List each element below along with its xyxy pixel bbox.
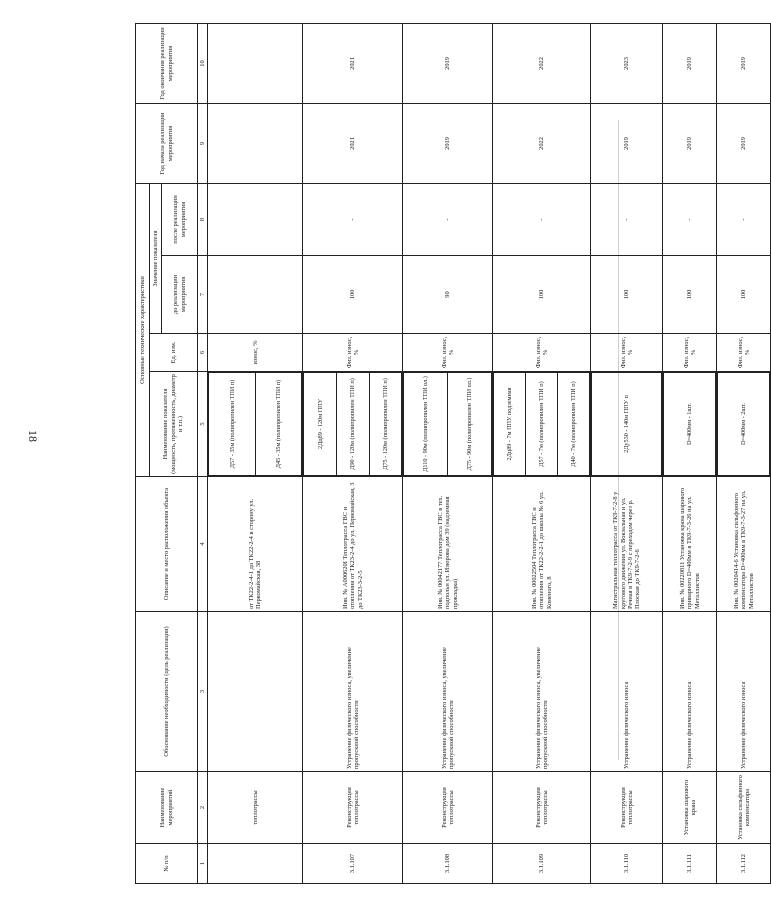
table-row (303, 23, 403, 883)
param-item: Д75 - 120м (полипропилен ТПИ п) (369, 373, 402, 476)
col-number: 3 (198, 612, 208, 772)
cell-start: 2022 (493, 103, 591, 183)
param-item: Д75 - 90м (полипропилен ТПИ ол.) (448, 373, 492, 476)
col-number: 9 (198, 103, 208, 183)
cell-num: 3.1.108 (403, 844, 493, 884)
params-list (303, 372, 402, 476)
col-number: 6 (198, 334, 208, 372)
cell-num (208, 844, 303, 884)
cell-params (303, 372, 403, 477)
header-end-year: Год окончания реализации мероприятия (136, 23, 198, 103)
cell-reason: Устранение физического износа (591, 612, 663, 772)
cell-end: 2019 (403, 23, 493, 103)
params-list (208, 372, 302, 476)
cell-unit: Физ. износ, % (493, 334, 591, 372)
rotated-table-container (135, 24, 755, 884)
col-number: 7 (198, 256, 208, 334)
cell-num: 3.1.111 (663, 844, 717, 884)
params-list (403, 372, 492, 476)
params-list (591, 372, 662, 476)
cell-reason: Устранение физического износа (663, 612, 717, 772)
cell-unit: Физ. износ, % (717, 334, 771, 372)
cell-before: 100 (493, 256, 591, 334)
cell-after: - (403, 183, 493, 255)
cell-after: - (493, 183, 591, 255)
params-list (493, 372, 590, 476)
col-number: 10 (198, 23, 208, 103)
cell-name: Реконструкция теплотрассы (303, 772, 403, 844)
cell-params (208, 372, 303, 477)
cell-before: 100 (717, 256, 771, 334)
cell-start (208, 103, 303, 183)
cell-end: 2023 (591, 23, 663, 103)
cell-name: теплотрассы (208, 772, 303, 844)
table-row (493, 23, 591, 883)
table-body (208, 23, 771, 883)
cell-end: 2019 (717, 23, 771, 103)
table-row (208, 23, 303, 883)
cell-params (591, 372, 663, 477)
param-item: Д40 - 7м (полипропилен ТПИ п) (558, 373, 590, 476)
param-item: 2Ду530 - 140м ППУ п (592, 373, 662, 476)
param-item: Д110 - 90м (полипропилен ТПИ ол.) (404, 373, 448, 476)
header-parameter: Наименование показателя (мощность, протяженность, диаметр и т.п.) (150, 372, 198, 477)
table-row (663, 23, 717, 883)
cell-before: 100 (303, 256, 403, 334)
param-item: D=400мм - 2шт. (718, 373, 770, 476)
header-unit: Ед. изм. (150, 334, 198, 372)
cell-reason: Устранение физического износа (717, 612, 771, 772)
cell-name: Установка шарового крана (663, 772, 717, 844)
cell-num: 3.1.107 (303, 844, 403, 884)
cell-end: 2019 (663, 23, 717, 103)
table-row (717, 23, 771, 883)
col-number: 5 (198, 372, 208, 477)
col-number: 8 (198, 183, 208, 255)
measures-table (135, 23, 771, 884)
header-reason: Обоснование необходимости (цель реализации) (136, 612, 198, 772)
cell-location: Инв. № 00022504 Теплотрасса ГВС и отопления от ТК22-2-2-1 до школы № 6 ул. Коменого, 8 (493, 477, 591, 612)
cell-num: 3.1.112 (717, 844, 771, 884)
cell-name: Реконструкция теплотрассы (493, 772, 591, 844)
param-item: 2Дц89 - 7м ППУ подземная (494, 373, 526, 476)
cell-location: Магистральная теплотрасса от ТК9-7-2-8 у кругового движения ул. Вокзальная и ул. Речная в ТК9-7-2-9 с переходом через р. Плоская до ТК9-7-2-6 (591, 477, 663, 612)
param-item: D=400мм - 1шт. (664, 373, 716, 476)
cell-after (208, 183, 303, 255)
header-before: до реализации мероприятия (162, 256, 198, 334)
header-location: Описание и место расположения объекта (136, 477, 198, 612)
header-tech-group: Основные технические характеристики (136, 183, 150, 476)
cell-name: Реконструкция теплотрассы (591, 772, 663, 844)
table-row (591, 23, 663, 883)
cell-reason: Устранение физического износа, увеличение пропускной способности (493, 612, 591, 772)
cell-unit: Физ. износ, % (403, 334, 493, 372)
cell-before: 90 (403, 256, 493, 334)
cell-location: Инв. № А000620I Теплотрасса ГВС и отопления от ТК23-2-4 до ул. Первомайская, 3 до ТК23-3-2-5 (303, 477, 403, 612)
header-name: Наименование мероприятий (136, 772, 198, 844)
cell-unit: Физ. износ, % (663, 334, 717, 372)
params-list (663, 372, 716, 476)
cell-reason (208, 612, 303, 772)
header-after: после реализации мероприятия (162, 183, 198, 255)
cell-unit: Физ. износ, % (303, 334, 403, 372)
cell-params (717, 372, 771, 477)
col-number: 4 (198, 477, 208, 612)
cell-params (493, 372, 591, 477)
cell-after: - (663, 183, 717, 255)
params-list (717, 372, 770, 476)
cell-after: - (717, 183, 771, 255)
cell-before: 100 (591, 256, 663, 334)
table-row (403, 23, 493, 883)
param-item: Д45 - 35м (полипропилен ТПИ п) (255, 373, 302, 476)
cell-start: 2019 (403, 103, 493, 183)
cell-reason: Устранение физического износа, увеличение пропускной способности (303, 612, 403, 772)
cell-unit: Физ. износ, % (591, 334, 663, 372)
col-number: 1 (198, 844, 208, 884)
cell-num: 3.1.110 (591, 844, 663, 884)
param-item: Д57 - 7м (полипропилен ТПИ п) (526, 373, 558, 476)
cell-after: - (303, 183, 403, 255)
cell-name: Установка сильфонного компенсатора (717, 772, 771, 844)
param-item: 2Дц89 - 120м ППУ (304, 373, 337, 476)
cell-location: Инв. № 0020414-6 Установка сильфонного компенсатора D=400мм в ТК9-7-3-27 на ул. Металлистов (717, 477, 771, 612)
cell-location: Инв. № 00042177 Теплотрасса ГВС в тех. подпольн ул. Изюрова дом 39 (надземная прокладка) (403, 477, 493, 612)
cell-end: 2022 (493, 23, 591, 103)
param-item: Д90 - 120м (полипропилен ТПИ п) (337, 373, 370, 476)
cell-num: 3.1.109 (493, 844, 591, 884)
cell-unit: износ, % (208, 334, 303, 372)
param-item: Д57 - 35м (полипропилен ТПИ п) (209, 373, 256, 476)
header-start-year: Год начала реализации мероприятия (136, 103, 198, 183)
cell-location: от ТК22-2-4-1 до ТК22-2-4 в сторону ул. Первомайская, 38 (208, 477, 303, 612)
cell-start: 2021 (303, 103, 403, 183)
cell-before (208, 256, 303, 334)
cell-params (663, 372, 717, 477)
cell-name: Реконструкция теплотрассы (403, 772, 493, 844)
cell-after: - (591, 183, 663, 255)
cell-params (403, 372, 493, 477)
cell-end (208, 23, 303, 103)
cell-start: 2019 (717, 103, 771, 183)
header-value-group: Значение показателя (150, 183, 162, 333)
cell-start: 2019 (591, 103, 663, 183)
header-num: № п/п (136, 844, 198, 884)
page-number: 18 (26, 430, 40, 442)
cell-end: 2021 (303, 23, 403, 103)
cell-reason: Устранение физического износа, увеличение пропускной способности (403, 612, 493, 772)
cell-location: Инв. № 00220811 Установка крана шарового приварного D=400мм в ТК9-7-3-26 на ул. Металлистов (663, 477, 717, 612)
col-number: 2 (198, 772, 208, 844)
cell-start: 2019 (663, 103, 717, 183)
cell-before: 100 (663, 256, 717, 334)
